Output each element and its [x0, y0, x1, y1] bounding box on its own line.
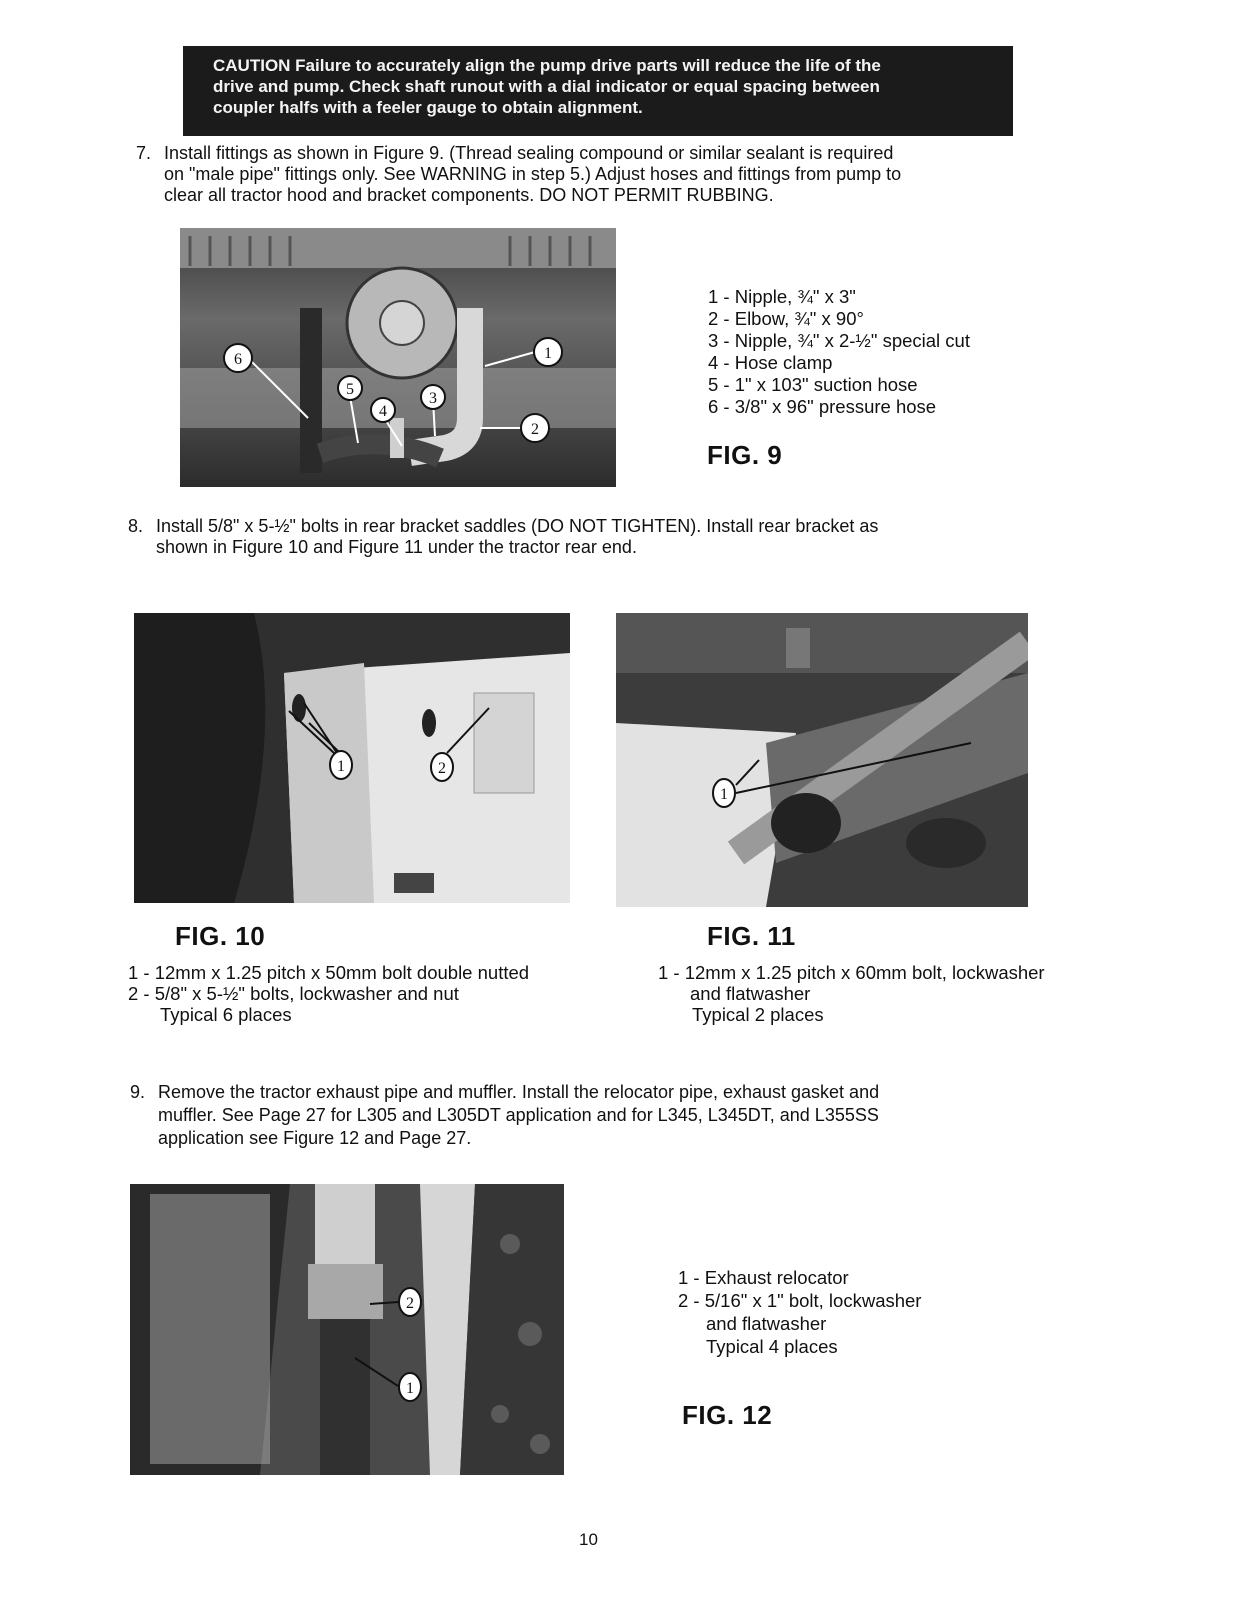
fig9-callout-5: 5	[346, 381, 354, 398]
fig9-callout-3: 3	[429, 390, 437, 407]
step-7	[136, 143, 1056, 209]
step-number: 7.	[136, 143, 152, 163]
fig12-label: FIG. 12	[682, 1400, 773, 1430]
legend-item: 1 - 12mm x 1.25 pitch x 60mm bolt, lockwasher	[658, 962, 1045, 983]
fig10-label: FIG. 10	[175, 921, 266, 951]
legend-item: and flatwasher	[706, 1313, 827, 1334]
caution-box	[183, 46, 1013, 136]
legend-item: Typical 2 places	[692, 1004, 824, 1025]
legend-item: 2 - 5/8" x 5-½" bolts, lockwasher and nut	[128, 983, 459, 1004]
step-line: muffler. See Page 27 for L305 and L305DT application and for L345, L345DT, and L355SS	[158, 1105, 879, 1125]
fig11-legend	[658, 962, 1138, 1025]
fig9-callout-1: 1	[544, 345, 552, 362]
step-9	[130, 1081, 1050, 1147]
step-line: Install 5/8" x 5-½" bolts in rear bracket saddles (DO NOT TIGHTEN). Install rear bracket as	[156, 516, 879, 536]
page-number: 10	[579, 1530, 598, 1549]
fig9-callout-6: 6	[234, 351, 242, 368]
fig9-legend	[708, 286, 1128, 418]
step-line: Remove the tractor exhaust pipe and muffler. Install the relocator pipe, exhaust gasket and	[158, 1082, 880, 1102]
step-line: on "male pipe" fittings only. See WARNING in step 5.) Adjust hoses and fittings from pump to	[164, 164, 902, 184]
fig9-photo	[180, 228, 616, 487]
fig9-callout-4: 4	[379, 403, 387, 420]
fig11-callout-1: 1	[720, 786, 728, 803]
fig12-callout-1: 1	[406, 1380, 414, 1397]
step-number: 8.	[128, 516, 144, 536]
legend-item: Typical 6 places	[160, 1004, 292, 1025]
caution-line: coupler halfs with a feeler gauge to obtain alignment.	[213, 98, 643, 117]
caution-line: CAUTION Failure to accurately align the pump drive parts will reduce the life of the	[213, 56, 881, 75]
legend-item: 6 - 3/8" x 96" pressure hose	[708, 396, 937, 417]
legend-item: 3 - Nipple, ¾" x 2-½" special cut	[708, 330, 970, 351]
legend-item: 4 - Hose clamp	[708, 352, 833, 373]
fig9-label: FIG. 9	[707, 440, 783, 470]
fig12-legend	[678, 1266, 1098, 1358]
legend-item: Typical 4 places	[706, 1336, 838, 1357]
fig9-callout-2: 2	[531, 421, 539, 438]
caution-line: drive and pump. Check shaft runout with a dial indicator or equal spacing between	[213, 77, 880, 96]
step-line: Install fittings as shown in Figure 9. (Thread sealing compound or similar sealant is required	[164, 143, 894, 163]
fig11-label: FIG. 11	[707, 921, 796, 951]
legend-item: 1 - Nipple, ¾" x 3"	[708, 286, 856, 307]
legend-item: 1 - Exhaust relocator	[678, 1267, 849, 1288]
fig10-legend	[128, 962, 598, 1025]
fig11-photo	[616, 613, 1028, 907]
fig12-callout-2: 2	[406, 1295, 414, 1312]
step-number: 9.	[130, 1082, 146, 1102]
step-8	[128, 516, 1048, 560]
legend-item: 1 - 12mm x 1.25 pitch x 50mm bolt double nutted	[128, 962, 530, 983]
step-line: application see Figure 12 and Page 27.	[158, 1128, 472, 1148]
step-line: clear all tractor hood and bracket components. DO NOT PERMIT RUBBING.	[164, 185, 774, 205]
legend-item: and flatwasher	[690, 983, 811, 1004]
fig10-callout-2: 2	[438, 760, 446, 777]
step-line: shown in Figure 10 and Figure 11 under the tractor rear end.	[156, 537, 637, 557]
legend-item: 5 - 1" x 103" suction hose	[708, 374, 918, 395]
fig10-photo	[134, 613, 570, 903]
fig10-callout-1: 1	[337, 758, 345, 775]
fig12-photo	[130, 1184, 564, 1475]
legend-item: 2 - 5/16" x 1" bolt, lockwasher	[678, 1290, 922, 1311]
legend-item: 2 - Elbow, ¾" x 90°	[708, 308, 864, 329]
